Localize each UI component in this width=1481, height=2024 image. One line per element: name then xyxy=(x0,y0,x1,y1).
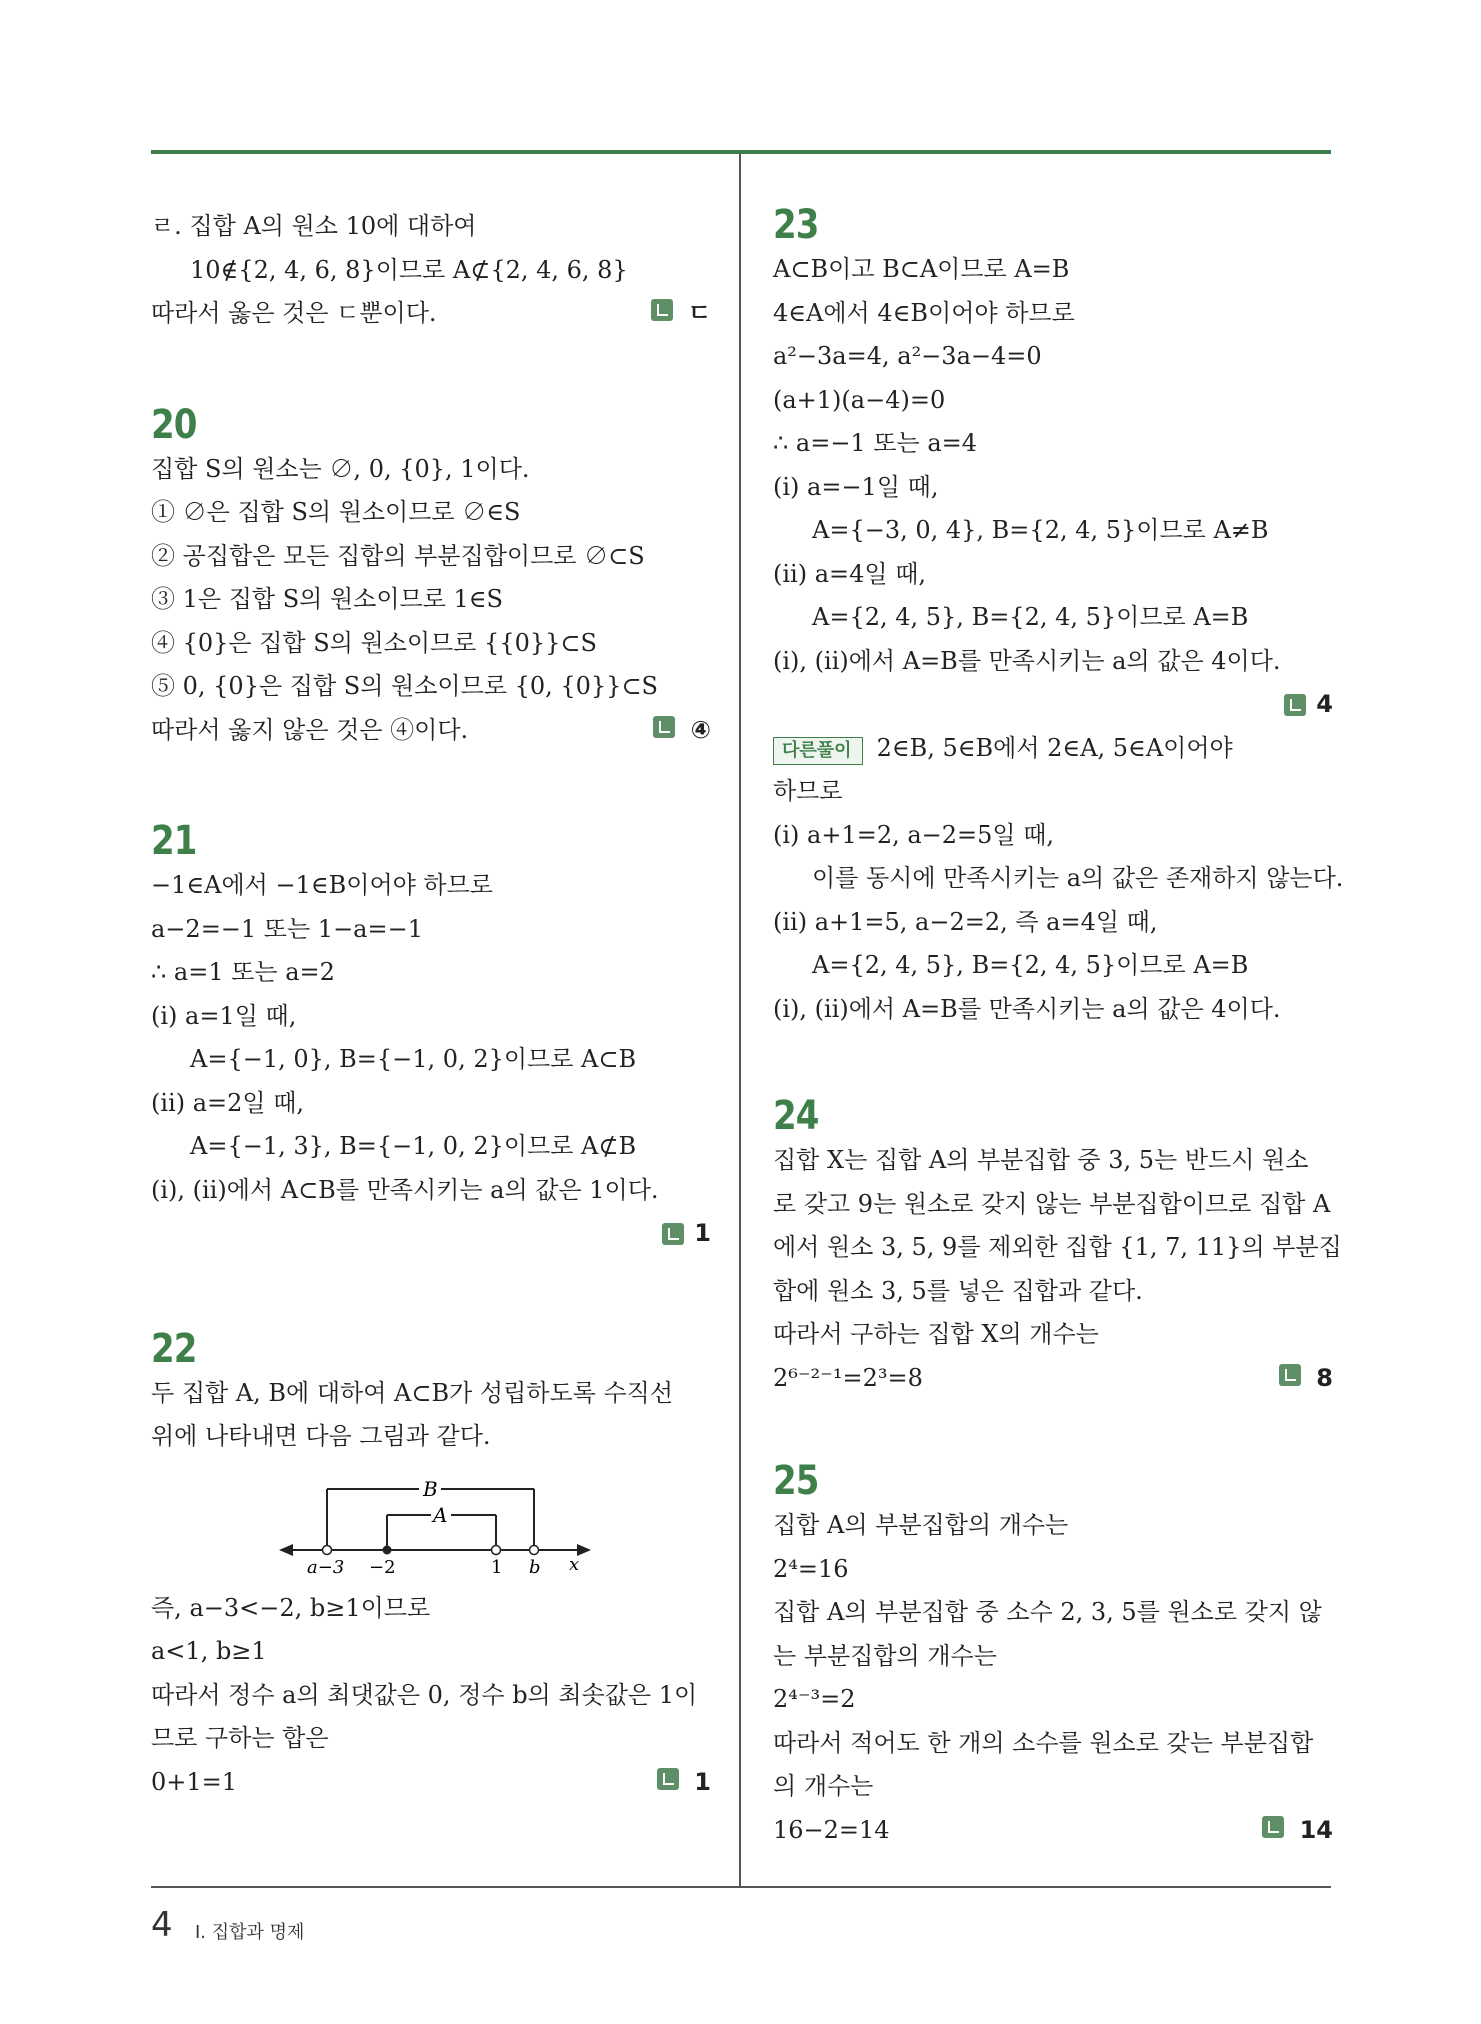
text-line: (ⅰ) a=1일 때, xyxy=(151,1001,297,1030)
text-line: 하므로 xyxy=(773,777,843,805)
point-minus-2 xyxy=(383,1545,392,1554)
answer-value: ㄷ xyxy=(687,299,711,327)
text-line: 집합 S의 원소는 ∅, 0, {0}, 1이다. xyxy=(151,454,530,483)
bottom-rule xyxy=(151,1886,1331,1888)
right-column xyxy=(773,202,1344,1852)
text-line: 따라서 옳은 것은 ㄷ뿐이다. xyxy=(151,299,437,327)
answer-value: 1 xyxy=(694,1219,711,1247)
answer-row xyxy=(151,709,711,753)
text-line: 2⁴=16 xyxy=(773,1554,849,1583)
problem-number: 24 xyxy=(773,1093,819,1139)
answer-row xyxy=(773,1357,1333,1401)
text-line: ① ∅은 집합 S의 원소이므로 ∅∈S xyxy=(151,498,521,526)
text-line: 16−2=14 xyxy=(773,1815,890,1844)
tick-label: −2 xyxy=(369,1556,396,1578)
answer-badge-icon xyxy=(651,299,673,321)
chapter-title: Ⅰ. 집합과 명제 xyxy=(195,1922,305,1943)
problem-number: 21 xyxy=(151,818,197,864)
point-a-minus-3 xyxy=(323,1545,332,1554)
answer-row xyxy=(151,1761,711,1805)
text-line: 10∉{2, 4, 6, 8}이므로 A⊄{2, 4, 6, 8} xyxy=(190,255,628,284)
answer-value: 1 xyxy=(694,1767,711,1796)
text-line: 두 집합 A, B에 대하여 A⊂B가 성립하도록 수직선 xyxy=(151,1378,674,1407)
text-line: −1∈A에서 −1∈B이어야 하므로 xyxy=(151,871,493,899)
point-b xyxy=(530,1545,539,1554)
text-line: (ⅰ), (ⅱ)에서 A⊂B를 만족시키는 a의 값은 1이다. xyxy=(151,1175,659,1204)
problem-21 xyxy=(151,818,711,1256)
problem-20 xyxy=(151,402,711,753)
a-label: A xyxy=(433,1502,448,1527)
page-number: 4 xyxy=(151,1905,173,1945)
text-line: ㄹ. 집합 A의 원소 10에 대하여 xyxy=(151,212,477,240)
text-line: (a+1)(a−4)=0 xyxy=(773,385,946,414)
text-line: 따라서 적어도 한 개의 소수를 원소로 갖는 부분집합 xyxy=(773,1728,1314,1757)
problem-24 xyxy=(773,1093,1342,1400)
answer-badge-icon xyxy=(657,1768,679,1790)
text-line: 즉, a−3<−2, b≥1이므로 xyxy=(151,1593,431,1622)
problem-number: 25 xyxy=(773,1458,819,1504)
number-line-figure xyxy=(151,1459,711,1579)
answer-value: 8 xyxy=(1316,1363,1333,1392)
answer-value: 14 xyxy=(1299,1815,1333,1844)
column-divider xyxy=(739,154,741,1886)
text-line: 집합 A의 부분집합 중 소수 2, 3, 5를 원소로 갖지 않 xyxy=(773,1598,1322,1626)
text-line: 집합 X는 집합 A의 부분집합 중 3, 5는 반드시 원소 xyxy=(773,1146,1309,1174)
axis-arrow-left xyxy=(279,1544,293,1556)
answer-row xyxy=(151,292,711,336)
text-line: 따라서 정수 a의 최댓값은 0, 정수 b의 최솟값은 1이 xyxy=(151,1680,698,1709)
text-line: (ⅰ), (ⅱ)에서 A=B를 만족시키는 a의 값은 4이다. xyxy=(773,646,1281,675)
text-line: (ⅰ) a+1=2, a−2=5일 때, xyxy=(773,820,1055,849)
text-line: A={−3, 0, 4}, B={2, 4, 5}이므로 A≠B xyxy=(812,516,1269,544)
text-line: 이를 동시에 만족시키는 a의 값은 존재하지 않는다. xyxy=(812,864,1344,892)
text-line: a<1, b≥1 xyxy=(151,1637,267,1665)
text-line: a−2=−1 또는 1−a=−1 xyxy=(151,914,423,943)
tick-label: b xyxy=(529,1556,541,1578)
text-line: A={−1, 0}, B={−1, 0, 2}이므로 A⊂B xyxy=(190,1045,637,1073)
text-line: (ⅱ) a=2일 때, xyxy=(151,1088,305,1117)
text-line: 므로 구하는 합은 xyxy=(151,1724,329,1752)
answer-row xyxy=(151,1212,711,1256)
problem-23 xyxy=(773,202,1344,1031)
point-1 xyxy=(492,1545,501,1554)
text-line: A={2, 4, 5}, B={2, 4, 5}이므로 A=B xyxy=(812,951,1249,979)
text-line: 2⁴⁻³=2 xyxy=(773,1685,856,1713)
axis-label: x xyxy=(569,1553,580,1575)
text-line: 따라서 구하는 집합 X의 개수는 xyxy=(773,1320,1099,1348)
text-line: A={−1, 3}, B={−1, 0, 2}이므로 A⊄B xyxy=(190,1132,637,1160)
answer-badge-icon xyxy=(1262,1816,1284,1838)
answer-value: ④ xyxy=(690,715,711,744)
alt-solution-label: 다른풀이 xyxy=(773,737,863,765)
text-line: 는 부분집합의 개수는 xyxy=(773,1641,997,1670)
answer-value: 4 xyxy=(1316,690,1333,718)
b-label: B xyxy=(423,1476,438,1501)
text-line: (ⅱ) a+1=5, a−2=2, 즉 a=4일 때, xyxy=(773,907,1158,936)
tick-label: 1 xyxy=(491,1556,503,1578)
answer-badge-icon xyxy=(1279,1364,1301,1386)
answer-badge-icon xyxy=(1284,694,1306,716)
answer-badge-icon xyxy=(653,716,675,738)
text-line: (ⅰ), (ⅱ)에서 A=B를 만족시키는 a의 값은 4이다. xyxy=(773,994,1281,1023)
text-line: (ⅰ) a=−1일 때, xyxy=(773,472,939,501)
text-line: 집합 A의 부분집합의 개수는 xyxy=(773,1511,1069,1539)
text-line: 위에 나타내면 다음 그림과 같다. xyxy=(151,1422,491,1450)
text-line: 2∈B, 5∈B에서 2∈A, 5∈A이어야 xyxy=(876,733,1233,762)
answer-row xyxy=(151,665,711,709)
problem-number: 20 xyxy=(151,401,197,448)
text-line: A={2, 4, 5}, B={2, 4, 5}이므로 A=B xyxy=(812,603,1249,631)
problem-22 xyxy=(151,1326,711,1805)
answer-badge-icon xyxy=(662,1223,684,1245)
text-line: 따라서 옳지 않은 것은 ④이다. xyxy=(151,715,469,744)
text-line: ④ {0}은 집합 S의 원소이므로 {{0}}⊂S xyxy=(151,628,597,657)
text-line: 0+1=1 xyxy=(151,1767,238,1796)
alt-solution-line xyxy=(773,727,1333,771)
problem-19-continued xyxy=(151,205,711,336)
text-line: (ⅱ) a=4일 때, xyxy=(773,559,927,588)
text-line: ⑤ 0, {0}은 집합 S의 원소이므로 {0, {0}}⊂S xyxy=(151,672,659,700)
problem-number: 22 xyxy=(151,1325,197,1372)
text-line: 로 갖고 9는 원소로 갖지 않는 부분집합이므로 집합 A xyxy=(773,1189,1331,1218)
text-line: ∴ a=−1 또는 a=4 xyxy=(773,429,978,457)
text-line: 4∈A에서 4∈B이어야 하므로 xyxy=(773,298,1075,327)
text-line: ③ 1은 집합 S의 원소이므로 1∈S xyxy=(151,585,503,613)
text-line: a²−3a=4, a²−3a−4=0 xyxy=(773,342,1042,370)
text-line: ∴ a=1 또는 a=2 xyxy=(151,958,335,986)
problem-25 xyxy=(773,1458,1333,1852)
text-line: A⊂B이고 B⊂A이므로 A=B xyxy=(773,255,1070,283)
answer-row xyxy=(773,1809,1333,1853)
text-line: ② 공집합은 모든 집합의 부분집합이므로 ∅⊂S xyxy=(151,541,645,570)
text-line: 2⁶⁻²⁻¹=2³=8 xyxy=(773,1363,923,1392)
answer-row xyxy=(773,683,1333,727)
problem-number: 23 xyxy=(773,202,819,248)
top-rule xyxy=(151,150,1331,154)
text-line: 합에 원소 3, 5를 넣은 집합과 같다. xyxy=(773,1276,1143,1305)
text-line: 에서 원소 3, 5, 9를 제외한 집합 {1, 7, 11}의 부분집 xyxy=(773,1233,1342,1261)
text-line: 의 개수는 xyxy=(773,1772,874,1800)
left-column xyxy=(151,205,711,1804)
tick-label: a−3 xyxy=(307,1556,345,1578)
